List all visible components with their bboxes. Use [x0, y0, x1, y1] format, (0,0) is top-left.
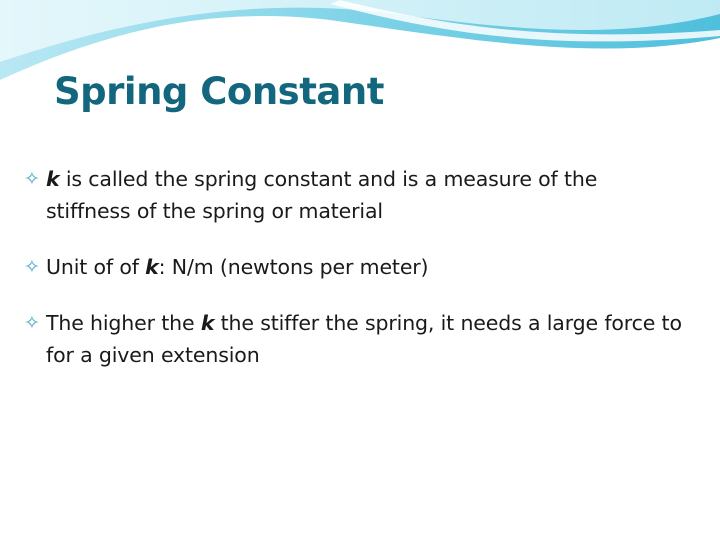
bullet-text-pre: Unit of of	[46, 255, 146, 279]
variable-k: k	[46, 167, 60, 191]
slide-title: Spring Constant	[54, 70, 384, 113]
star-bullet-icon: ✧	[24, 256, 40, 278]
bullet-item-stiffness	[24, 307, 684, 371]
variable-k: k	[145, 255, 159, 279]
bullet-text-post: : N/m (newtons per meter)	[158, 255, 429, 279]
bullet-text-post: the stiffer the spring, it needs a large force to for a given extension	[46, 311, 682, 367]
variable-k: k	[200, 311, 215, 335]
bullet-text-pre: The higher the	[46, 311, 201, 335]
star-bullet-icon: ✧	[24, 312, 40, 334]
bullet-item-definition	[24, 163, 684, 227]
bullet-item-unit	[24, 251, 684, 283]
bullet-text: is called the spring constant and is a measure of the stiffness of the spring or material	[46, 167, 598, 223]
star-bullet-icon: ✧	[24, 168, 40, 190]
bullet-list	[24, 163, 684, 395]
